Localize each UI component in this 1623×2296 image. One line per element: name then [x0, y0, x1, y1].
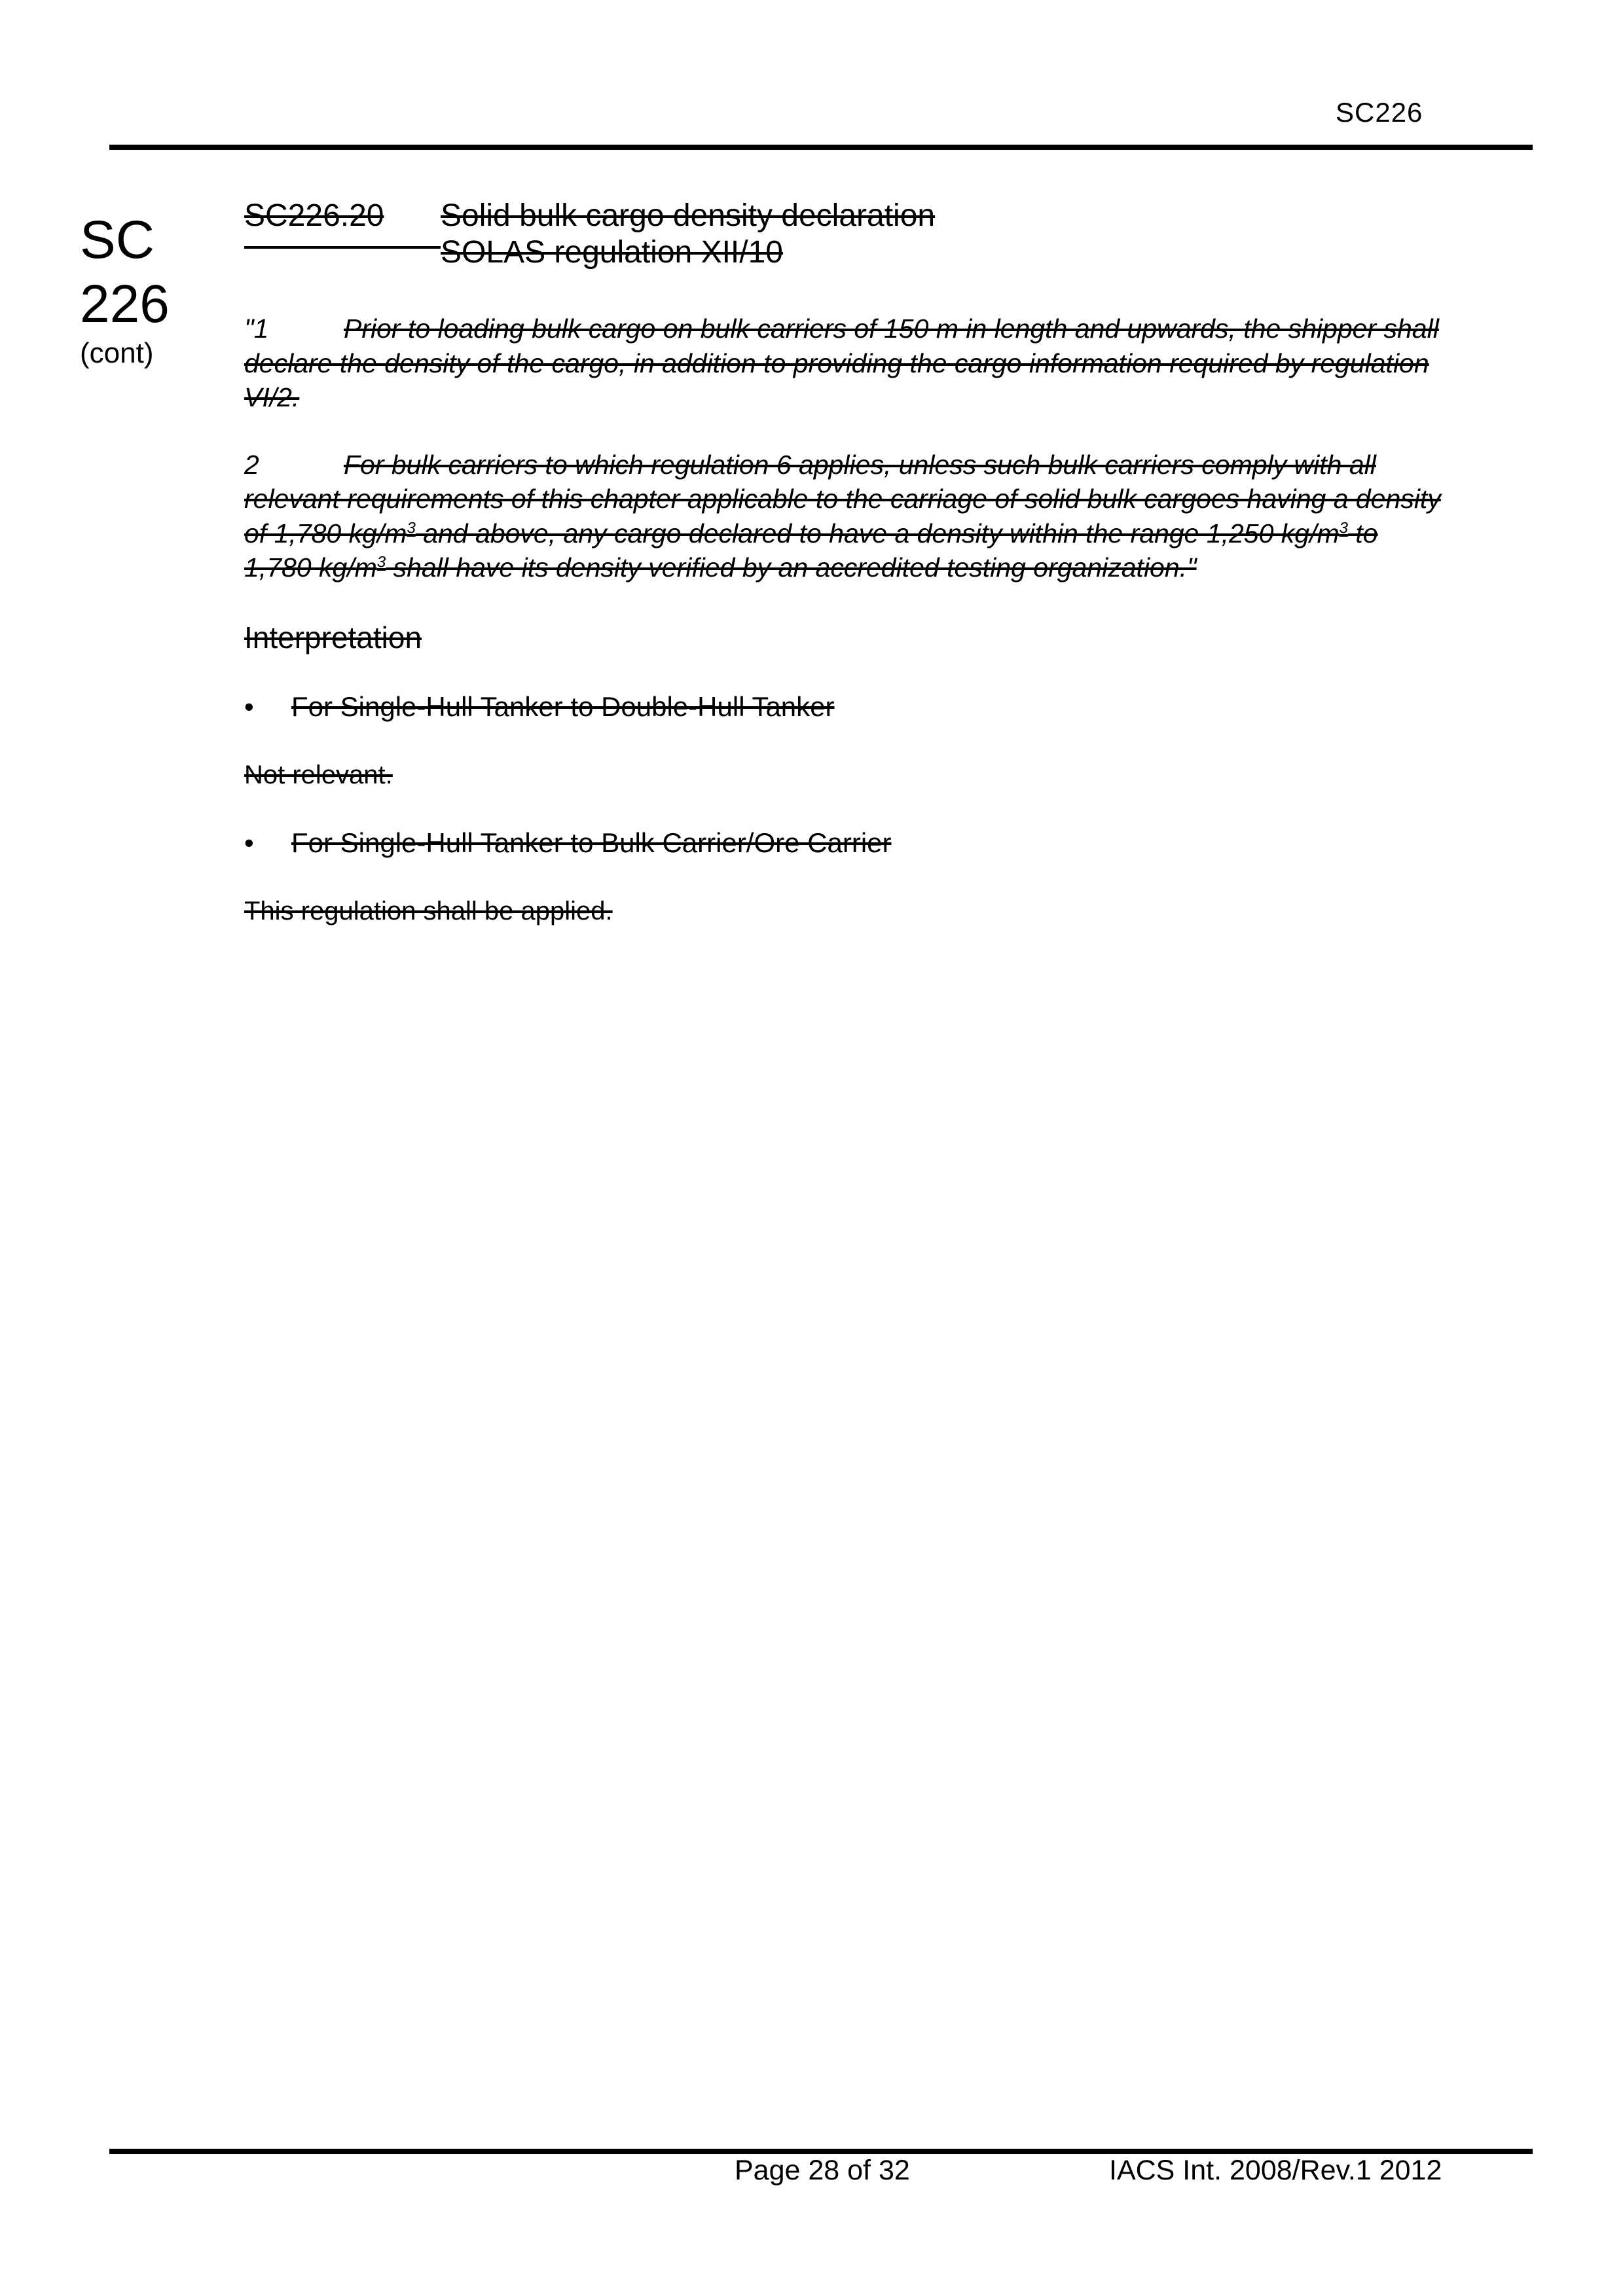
quote-paragraph-1-text: Prior to loading bulk cargo on bulk carriers of 150 m in length and upwards, the shipper shall declare the density of the cargo, in addition to providing the cargo information required by regulation VI/2. [244, 314, 1439, 412]
side-label-number: 226 [80, 274, 170, 334]
quote-paragraph-2 [244, 448, 1449, 585]
quote-paragraph-2-text-c: to 1,780 kg/m [244, 518, 1378, 583]
side-label-code: SC [80, 210, 155, 270]
superscript-3: 3 [376, 553, 386, 571]
header-rule [109, 145, 1533, 150]
quote-paragraph-2-text-a: For bulk carriers to which regulation 6 applies, unless such bulk carriers comply with all relevant requirements of this chapter applicable to the carriage of solid bulk cargoes having a density of 1,780 kg/m [244, 449, 1441, 548]
section-number: SC226.20 [244, 198, 384, 233]
footer-page-number: Page 28 of 32 [735, 2155, 910, 2186]
regulation-quote [244, 312, 1449, 585]
bullet-icon: • [244, 691, 254, 722]
quote-paragraph-1 [244, 312, 1449, 415]
interpretation-item-2-label [244, 826, 1449, 860]
heading-strike-line [244, 246, 441, 249]
interpretation-item-2-label-text: For Single-Hull Tanker to Bulk Carrier/Ore Carrier [291, 827, 892, 858]
interpretation-item-1-label-text: For Single-Hull Tanker to Double-Hull Tanker [291, 691, 835, 722]
interpretation-item-1-text: Not relevant. [244, 760, 393, 789]
interpretation-heading: Interpretation [244, 620, 422, 655]
quote-paragraph-2-number: 2 [244, 449, 259, 480]
bullet-icon: • [244, 827, 254, 858]
header-code: SC226 [1336, 97, 1423, 128]
quote-paragraph-2-text-d: shall have its density verified by an accredited testing organization." [386, 552, 1197, 583]
main-content [244, 198, 1449, 928]
interpretation-item-2-text: This regulation shall be applied. [244, 896, 613, 925]
side-label [80, 208, 211, 370]
section-subtitle: SOLAS regulation XII/10 [441, 235, 783, 270]
superscript-3: 3 [407, 518, 416, 537]
section-title: Solid bulk cargo density declaration [441, 198, 936, 233]
section-heading [244, 198, 1449, 271]
side-label-cont: (cont) [80, 337, 154, 369]
footer-document-id: IACS Int. 2008/Rev.1 2012 [1109, 2155, 1442, 2186]
quote-paragraph-1-number: "1 [244, 314, 269, 344]
superscript-3: 3 [1339, 518, 1349, 537]
quote-paragraph-2-text-b: and above, any cargo declared to have a density within the range 1,250 kg/m [415, 518, 1340, 548]
interpretation-item-1-label [244, 690, 1449, 724]
